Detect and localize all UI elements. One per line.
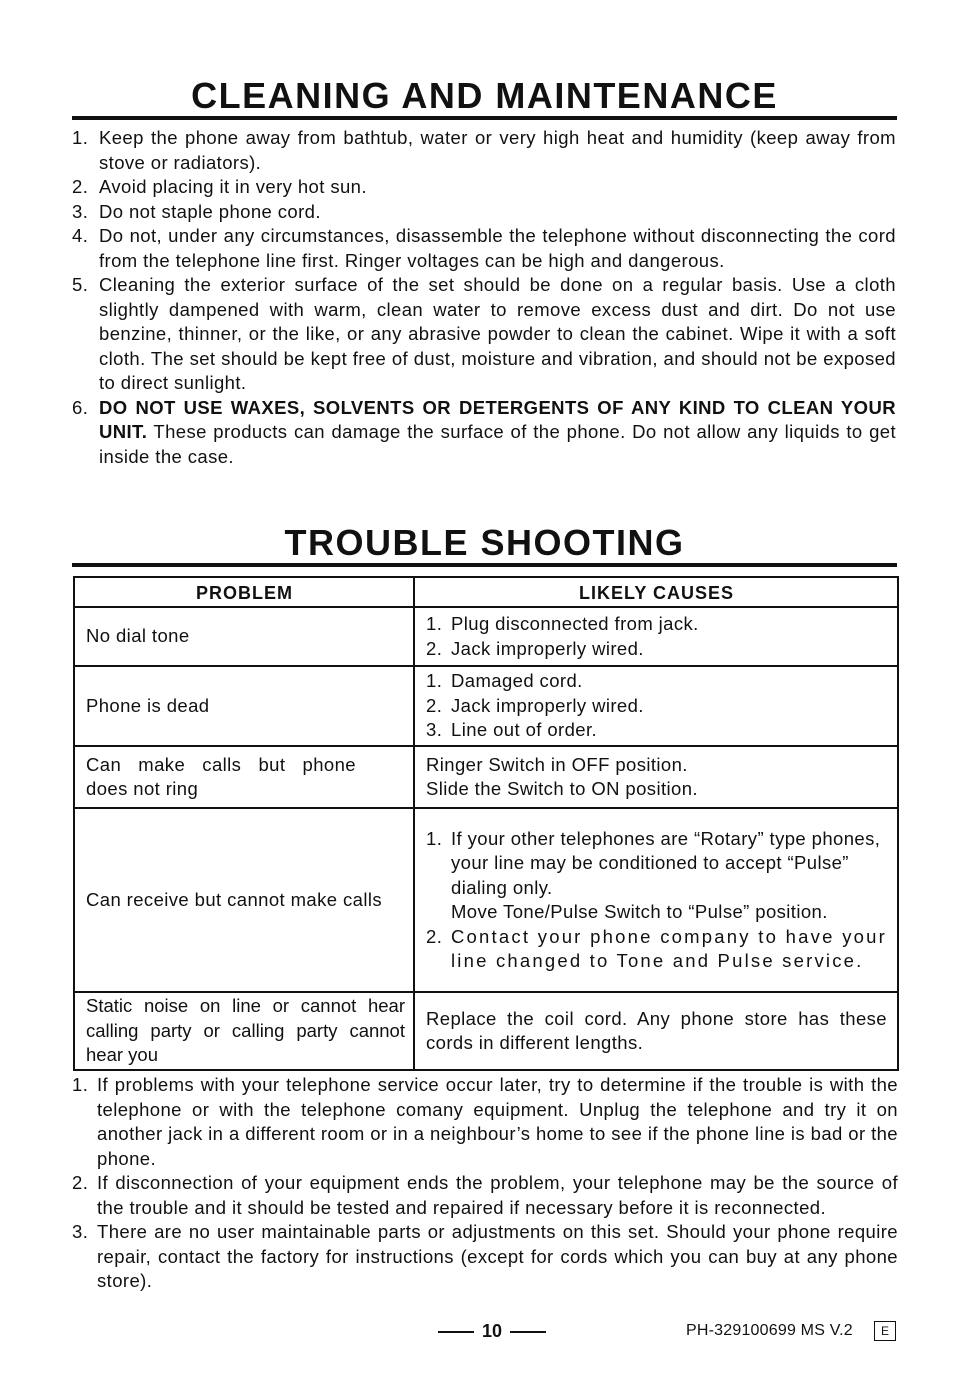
list-item-warning: 6. DO NOT USE WAXES, SOLVENTS OR DETERGENTS OF ANY KIND TO CLEAN YOUR UNIT. These products can damage the surface of the phone. Do not allow any liquids to get inside the case.	[72, 396, 896, 467]
dash-decoration	[438, 1331, 474, 1333]
causes-cell: Ringer Switch in OFF position. Slide the Switch to ON position.	[414, 746, 898, 808]
cause-item: 2. Jack improperly wired.	[426, 694, 644, 716]
table-row	[74, 666, 898, 746]
notes-list	[72, 1073, 898, 1294]
table-row	[74, 992, 898, 1070]
list-item: 3. Do not staple phone cord.	[72, 200, 321, 222]
list-item: 4. Do not, under any circumstances, disassemble the telephone without disconnecting the cord from the telephone line first. Ringer voltages can be high and dangerous.	[72, 225, 896, 271]
cause-item: 2. Contact your phone company to have your line changed to Tone and Pulse service.	[426, 925, 887, 971]
cleaning-list	[72, 126, 896, 469]
causes-cell	[414, 607, 898, 666]
troubleshooting-table	[73, 576, 899, 1071]
cause-item: 1. Damaged cord.	[426, 670, 583, 692]
model-number: PH-329100699 MS V.2	[686, 1322, 853, 1339]
causes-cell: Replace the coil cord. Any phone store has these cords in different lengths.	[414, 992, 898, 1070]
cause-item: 1. Plug disconnected from jack.	[426, 613, 699, 634]
trouble-section-title: TROUBLE SHOOTING	[72, 523, 897, 567]
cause-item: 1. If your other telephones are “Rotary” type phones, your line may be conditioned to accept “Pulse” dialing only. Move Tone/Pulse Switch to “Pulse” position.	[426, 827, 881, 922]
list-item: 1. If problems with your telephone service occur later, try to determine if the trouble is with the telephone or with the telephone comany equipment. Unplug the telephone and try it on another jack in a different room or in a neighbour’s home to see if the phone line is bad or the phone.	[72, 1074, 898, 1169]
list-item: 2. If disconnection of your equipment ends the problem, your telephone may be the source of the trouble and it should be tested and repaired if necessary before it is reconnected.	[72, 1172, 898, 1218]
causes-cell	[414, 666, 898, 746]
table-header-row	[74, 577, 898, 607]
problem-cell: Can receive but cannot make calls	[74, 808, 414, 992]
list-item: 1. Keep the phone away from bathtub, water or very high heat and humidity (keep away from stove or radiators).	[72, 127, 896, 173]
problem-cell: Phone is dead	[74, 666, 414, 746]
cause-item: 2. Jack improperly wired.	[426, 637, 644, 659]
table-row	[74, 746, 898, 808]
header-problem: PROBLEM	[74, 577, 414, 607]
list-item: 5. Cleaning the exterior surface of the set should be done on a regular basis. Use a cloth slightly dampened with warm, clean water to remove excess dust and dirt. Do not use benzine, thinner, or the like, or any abrasive powder to clean the cabinet. Wipe it with a soft cloth. The set should be kept free of dust, moisture and vibration, and should not be exposed to direct sunlight.	[72, 274, 896, 393]
cause-item: 3. Line out of order.	[426, 719, 598, 741]
warning-text: DO NOT USE WAXES, SOLVENTS OR DETERGENTS OF ANY KIND TO CLEAN YOUR UNIT.	[99, 396, 896, 442]
header-likely-causes: LIKELY CAUSES	[414, 577, 898, 607]
problem-cell: No dial tone	[74, 607, 414, 666]
causes-cell	[414, 808, 898, 992]
dash-decoration	[510, 1331, 546, 1333]
table-row	[74, 808, 898, 992]
cleaning-section-title: CLEANING AND MAINTENANCE	[72, 76, 897, 120]
problem-cell: Static noise on line or cannot hear calling party or calling party cannot hear you	[74, 992, 414, 1070]
problem-cell: Can make calls but phone does not ring	[74, 746, 414, 808]
table-row	[74, 607, 898, 666]
page-number: 10	[436, 1320, 548, 1342]
list-item: 2. Avoid placing it in very hot sun.	[72, 176, 367, 197]
language-badge: E	[874, 1321, 896, 1341]
list-item: 3. There are no user maintainable parts or adjustments on this set. Should your phone require repair, contact the factory for instructions (except for cords which you can buy at any phone store).	[72, 1221, 898, 1291]
